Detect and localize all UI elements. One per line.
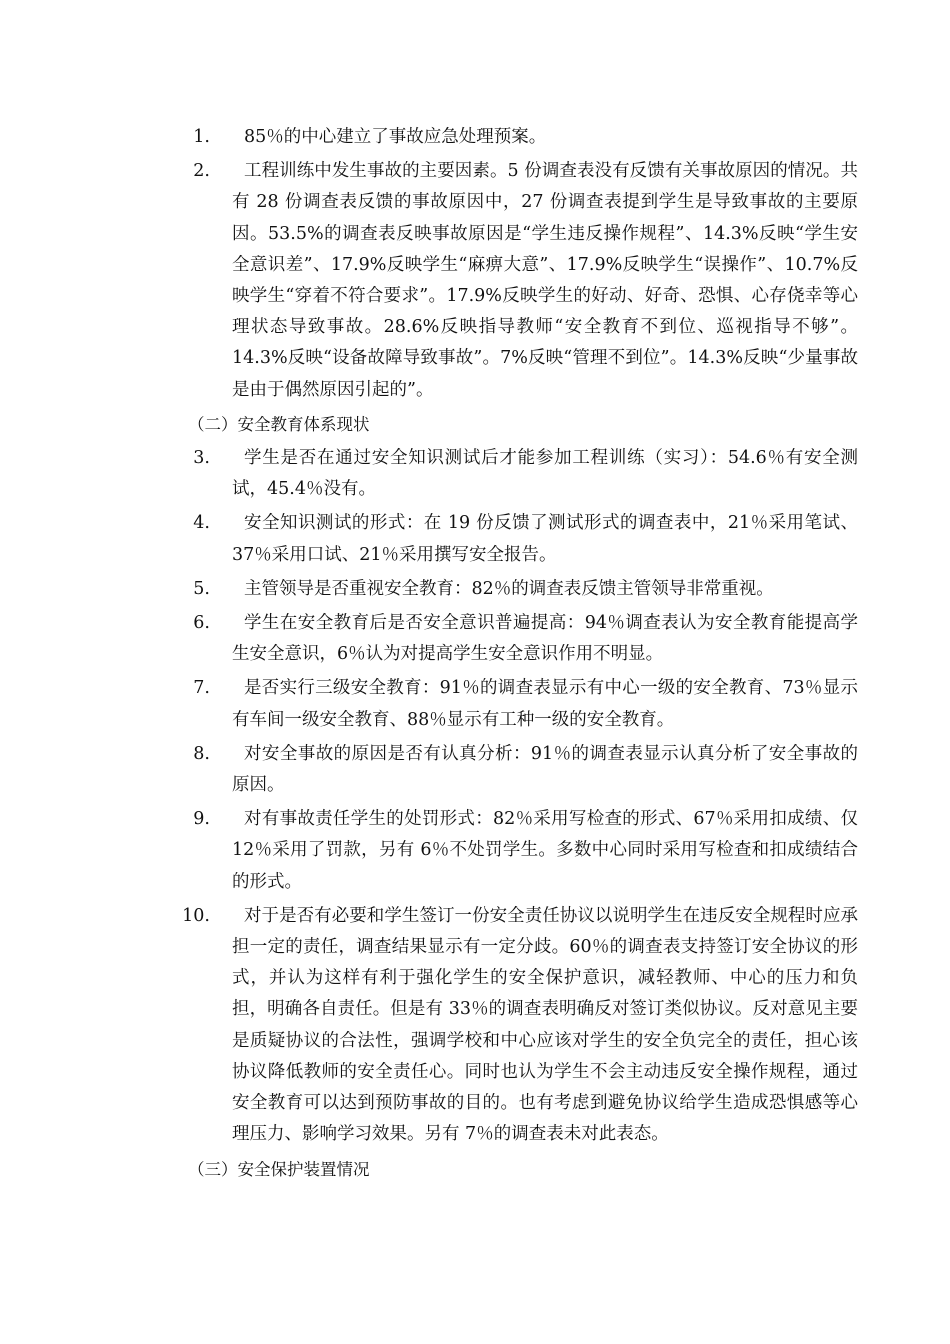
list-text: 是否实行三级安全教育：91％的调查表显示有中心一级的安全教育、73％显示有车间一级安全教育、88％显示有工种一级的安全教育。 <box>232 678 858 730</box>
list-number: 3. <box>193 448 210 469</box>
list-item <box>0 156 950 406</box>
list-number: 6. <box>193 613 210 634</box>
list-text: 学生是否在通过安全知识测试后才能参加工程训练（实习）：54.6％有安全测试，45.4％没有。 <box>232 448 858 500</box>
list-item <box>0 443 950 505</box>
document-body <box>0 122 950 1188</box>
list-number: 2. <box>193 161 210 182</box>
list-item <box>0 122 950 153</box>
list-text: 安全知识测试的形式：在 19 份反馈了测试形式的调查表中，21％采用笔试、37％采用口试、21％采用撰写安全报告。 <box>232 513 858 565</box>
list-text: 工程训练中发生事故的主要因素。5 份调查表没有反馈有关事故原因的情况。共有 28 份调查表反馈的事故原因中，27 份调查表提到学生是导致事故的主要原因。53.5%的调查表反映事故原因是“学生违反操作规程”、14.3%反映“学生安全意识差”、17.9%反映学生“麻痹大意”、17.9%反映学生“误操作”、10.7%反映学生“穿着不符合要求”。17.9%反映学生的好动、好奇、恐惧、心存侥幸等心理状态导致事故。28.6%反映指导教师“安全教育不到位、巡视指导不够”。14.3%反映“设备故障导致事故”。7%反映“管理不到位”。14.3%反映“少量事故是由于偶然原因引起的”。 <box>232 161 858 400</box>
list-item <box>0 804 950 898</box>
list-item <box>0 608 950 670</box>
section-heading: （三）安全保护装置情况 <box>188 1159 370 1179</box>
list-text: 学生在安全教育后是否安全意识普遍提高：94％调查表认为安全教育能提高学生安全意识，6％认为对提高学生安全意识作用不明显。 <box>232 613 858 665</box>
list-item <box>0 508 950 570</box>
list-item <box>0 574 950 605</box>
list-number: 7. <box>193 678 210 699</box>
list-item <box>0 739 950 801</box>
list-item <box>0 901 950 1151</box>
section-heading: （二）安全教育体系现状 <box>188 414 370 434</box>
list-number: 10. <box>182 905 210 926</box>
list-text: 对有事故责任学生的处罚形式：82％采用写检查的形式、67％采用扣成绩、仅 12％采用了罚款，另有 6％不处罚学生。多数中心同时采用写检查和扣成绩结合的形式。 <box>232 809 858 892</box>
list-text: 主管领导是否重视安全教育：82％的调查表反馈主管领导非常重视。 <box>244 578 774 599</box>
list-number: 8. <box>193 743 210 764</box>
list-number: 9. <box>193 809 210 830</box>
list-number: 1. <box>193 127 210 147</box>
list-text: 85％的中心建立了事故应急处理预案。 <box>244 127 547 147</box>
list-number: 4. <box>193 513 210 534</box>
list-item <box>0 673 950 735</box>
list-number: 5. <box>193 578 210 599</box>
list-text: 对于是否有必要和学生签订一份安全责任协议以说明学生在违反安全规程时应承担一定的责任，调查结果显示有一定分歧。60％的调查表支持签订安全协议的形式，并认为这样有利于强化学生的安全保护意识，减轻教师、中心的压力和负担，明确各自责任。但是有 33％的调查表明确反对签订类似协议。反对意见主要是质疑协议的合法性，强调学校和中心应该对学生的安全负完全的责任，担心该协议降低教师的安全责任心。同时也认为学生不会主动违反安全操作规程，通过安全教育可以达到预防事故的目的。也有考虑到避免协议给学生造成恐惧感等心理压力、影响学习效果。另有 7％的调查表未对此表态。 <box>232 905 858 1145</box>
list-text: 对安全事故的原因是否有认真分析：91％的调查表显示认真分析了安全事故的原因。 <box>232 743 858 796</box>
